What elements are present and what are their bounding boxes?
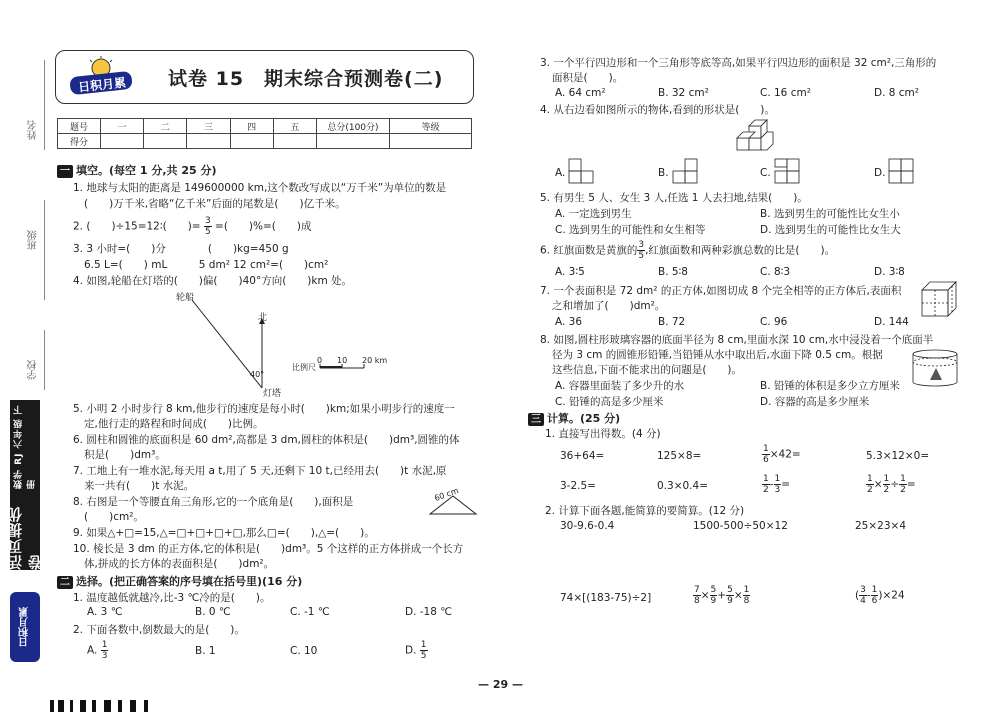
section-number: 二 — [57, 576, 73, 589]
section-title: 选择。(把正确答案的序号填在括号里)(16 分) — [76, 575, 303, 588]
book-series-band — [6, 400, 45, 570]
page-number: — 29 — — [478, 678, 523, 691]
score-cell: 等级 — [389, 119, 471, 134]
section-heading — [528, 410, 620, 426]
choice-option[interactable]: D. 8 cm² — [874, 87, 919, 99]
operator: × — [700, 589, 710, 602]
operator: )×24 — [878, 589, 905, 602]
calc-item: 36+64= — [560, 450, 605, 462]
question-text: 4. 如图,轮船在灯塔的( )偏( )40°方向( )km 处。 — [73, 275, 353, 287]
question-text: 2. 下面各数中,倒数最大的是( )。 — [73, 624, 245, 636]
choice-option[interactable]: D. 容器的高是多少厘米 — [760, 396, 870, 408]
cubes-figure — [735, 118, 775, 158]
page-title: 试卷 15 期末综合预测卷(二) — [168, 68, 444, 90]
choice-option[interactable]: A. 3∶5 — [555, 266, 585, 278]
choice-option[interactable]: B. 铅锤的体积是多少立方厘米 — [760, 380, 900, 392]
section-title: 计算。(25 分) — [547, 412, 621, 425]
fraction — [762, 444, 770, 465]
question-text: 之和增加了( )dm²。 — [552, 300, 666, 312]
choice-option[interactable]: D. — [874, 167, 886, 179]
denominator: 4 — [860, 596, 866, 606]
choice-option[interactable]: C. — [760, 167, 771, 179]
question-text: 1. 地球与太阳的距离是 149600000 km,这个数改写成以“万千米”为单位的数是 — [73, 182, 447, 194]
question-text: 10. 棱长是 3 dm 的正方体,它的体积是( )dm³。5 个这样的正方体拼成一个长方 — [73, 543, 464, 555]
choice-option[interactable]: D. -18 ℃ — [405, 606, 453, 618]
operator: × — [733, 589, 743, 602]
choice-option[interactable]: A. 一定选到男生 — [555, 208, 632, 220]
choice-option[interactable]: A. 36 — [555, 316, 583, 328]
fraction — [101, 640, 109, 661]
section-number: 一 — [57, 165, 73, 178]
score-cell: 三 — [187, 119, 230, 134]
score-input[interactable] — [187, 134, 230, 149]
spine-divider — [44, 60, 45, 150]
numerator: 1 — [871, 585, 878, 595]
score-table — [57, 118, 472, 149]
dimension-label: 60 cm — [433, 486, 460, 503]
question-text: 8. 如图,圆柱形玻璃容器的底面半径为 8 cm,里面水深 10 cm,水中浸没着一个底面半 — [540, 334, 934, 346]
calc-text: ×42= — [769, 448, 801, 461]
denominator: 9 — [710, 596, 717, 606]
calc-expression: 25×23×4 — [855, 520, 906, 532]
numerator: 5 — [710, 585, 717, 595]
choice-option[interactable]: A. — [555, 167, 566, 179]
denominator: 6 — [763, 455, 769, 465]
question-text: 6. 红旗面数是黄旗的 — [540, 244, 638, 257]
direction-figure — [170, 290, 400, 400]
choice-option[interactable]: A. 64 cm² — [555, 87, 606, 99]
score-cell: 得分 — [58, 134, 101, 149]
question-text: 6.5 L=( ) mL 5 dm² 12 cm²=( )cm² — [84, 259, 329, 271]
numerator: 1 — [900, 474, 906, 484]
question-text: 1. 温度越低就越冷,比-3 ℃冷的是( )。 — [73, 592, 271, 604]
choice-option[interactable] — [87, 640, 108, 661]
question-text: 面积是( )。 — [552, 72, 624, 84]
choice-option[interactable]: B. — [658, 167, 669, 179]
score-input[interactable] — [316, 134, 389, 149]
choice-option[interactable]: B. 0 ℃ — [195, 606, 231, 618]
denominator: 2 — [883, 485, 890, 495]
calc-item — [866, 474, 916, 495]
numerator: 1 — [867, 474, 873, 484]
angle-label: 40° — [250, 370, 265, 379]
fraction — [204, 216, 212, 237]
spine-divider — [44, 200, 45, 300]
choice-option[interactable]: B. 5∶8 — [658, 266, 688, 278]
fraction — [899, 474, 907, 495]
fraction — [743, 585, 751, 606]
question-text: 来一共有( )t 水泥。 — [84, 480, 195, 492]
section-heading — [57, 573, 302, 589]
section-heading — [57, 162, 217, 178]
fraction — [693, 585, 701, 606]
question-text: =( )%=( )成 — [215, 220, 312, 233]
scale-label: 比例尺 — [292, 363, 316, 372]
denominator: 2 — [867, 485, 873, 495]
question-text: ( )万千米,省略“亿千米”后面的尾数是( )亿千米。 — [84, 198, 346, 210]
question-text: 体,拼成的长方体的表面积是( )dm²。 — [84, 558, 275, 570]
choice-option[interactable]: C. 8∶3 — [760, 266, 791, 278]
score-header-row — [58, 119, 472, 134]
view-option-shape — [774, 158, 802, 186]
choice-option[interactable]: B. 72 — [658, 316, 686, 328]
denominator: 6 — [871, 596, 878, 606]
book-series: 活页提优卷 — [6, 506, 45, 570]
denominator: 2 — [900, 485, 906, 495]
calc-expression — [855, 585, 905, 606]
fraction — [420, 640, 428, 661]
question-text: ,红旗面数和两种彩旗总数的比是( )。 — [645, 244, 836, 257]
choice-option[interactable]: A. 3 ℃ — [87, 606, 123, 618]
numerator: 3 — [204, 216, 211, 226]
denominator: 5 — [638, 251, 645, 261]
score-cell: 五 — [273, 119, 316, 134]
operator: - — [769, 478, 774, 491]
scale-tick: 0 — [317, 356, 323, 365]
score-input[interactable] — [144, 134, 187, 149]
choice-option[interactable]: C. -1 ℃ — [290, 606, 330, 618]
score-cell: 题号 — [58, 119, 101, 134]
scale-tick: 20 km — [362, 356, 388, 365]
score-cell: 四 — [230, 119, 273, 134]
question-text: 4. 从右边看如图所示的物体,看到的形状是( )。 — [540, 104, 775, 116]
scale-tick: 10 — [337, 356, 348, 365]
calc-item: 3-2.5= — [560, 480, 596, 492]
section-title: 填空。(每空 1 分,共 25 分) — [76, 164, 217, 177]
class-label: 班级 — [28, 230, 39, 250]
fraction — [762, 474, 770, 495]
north-label: 北 — [258, 313, 268, 323]
calc-item — [762, 474, 790, 495]
numerator: 1 — [743, 585, 750, 595]
fraction — [866, 474, 874, 495]
choice-option[interactable]: D. 3∶8 — [874, 266, 905, 278]
section-number: 三 — [528, 413, 544, 426]
question-text: 5. 小明 2 小时步行 8 km,他步行的速度是每小时( )km;如果小明步行的速度一 — [73, 403, 455, 415]
numerator: 1 — [763, 474, 769, 484]
operator: ÷ — [890, 478, 900, 491]
choice-option[interactable]: C. 10 — [290, 645, 318, 657]
operator: + — [717, 589, 727, 602]
question-text: 7. 一个表面积是 72 dm² 的正方体,如图切成 8 个完全相等的正方体后,表面积 — [540, 285, 902, 297]
numerator: 5 — [727, 585, 733, 595]
choice-option[interactable]: C. 16 cm² — [760, 87, 811, 99]
question-text: 这些信息,下面不能求出的问题是( )。 — [552, 364, 743, 376]
numerator: 1 — [420, 640, 427, 650]
fraction — [859, 585, 867, 606]
subquestion-title: 2. 计算下面各题,能简算的要简算。(12 分) — [545, 505, 745, 517]
question-text: 3. 3 小时=( )分 ( )kg=450 g — [73, 243, 289, 255]
numerator: 1 — [774, 474, 781, 484]
lighthouse-label: 灯塔 — [263, 389, 282, 399]
numerator: 7 — [694, 585, 700, 595]
denominator: 8 — [743, 596, 750, 606]
denominator: 3 — [774, 485, 781, 495]
denominator: 2 — [763, 485, 769, 495]
book-subject: 数学 RJ 六年级 下册 — [14, 404, 37, 489]
brand-name: 日积月累 — [77, 75, 127, 95]
cylinder-container-figure — [910, 348, 960, 388]
view-option-shape — [888, 158, 916, 186]
operator: = — [781, 478, 791, 491]
denominator: 8 — [694, 596, 700, 606]
operator: × — [873, 478, 883, 491]
brand-logo — [66, 56, 136, 96]
question-text: 2. ( )÷15=12∶( )= — [73, 220, 201, 233]
numerator: 3 — [638, 240, 645, 250]
choice-option[interactable]: C. 96 — [760, 316, 788, 328]
choice-option[interactable]: D. 选到男生的可能性比女生大 — [760, 224, 901, 236]
calc-item: 125×8= — [657, 450, 702, 462]
choice-option[interactable]: B. 选到男生的可能性比女生小 — [760, 208, 900, 220]
question-text: 9. 如果△+□=15,△=□+□+□+□,那么□=( ),△=( )。 — [73, 527, 375, 539]
numerator: 1 — [763, 444, 769, 454]
name-label: 姓名 — [28, 120, 39, 140]
view-option-shape — [568, 158, 596, 186]
denominator: 3 — [101, 651, 108, 661]
brand-logo-small: 日积月累 — [10, 592, 40, 662]
choice-option[interactable]: C. 铅锤的高是多少厘米 — [555, 396, 664, 408]
question-text: 6. 圆柱和圆锥的底面积是 60 dm²,高都是 3 dm,圆柱的体积是( )dm³,圆锥的体 — [73, 434, 460, 446]
calc-expression — [693, 585, 750, 606]
question-6 — [540, 240, 835, 261]
operator: ( — [855, 589, 860, 602]
score-input[interactable] — [389, 134, 471, 149]
question-text: 8. 右图是一个等腰直角三角形,它的一个底角是( ),面积是 — [73, 496, 354, 508]
triangle-figure — [428, 486, 478, 516]
denominator: 9 — [727, 596, 733, 606]
ship-label: 轮船 — [176, 293, 195, 303]
score-value-row — [58, 134, 472, 149]
question-text: 定,他行走的路程和时间成( )比例。 — [84, 418, 264, 430]
denominator: 5 — [204, 227, 211, 237]
score-input[interactable] — [101, 134, 144, 149]
fraction — [726, 585, 734, 606]
question-text: 径为 3 cm 的圆锥形铅锤,当铅锤从水中取出后,水面下降 0.5 cm。根据 — [552, 349, 883, 361]
fraction — [637, 240, 645, 261]
numerator: 1 — [883, 474, 890, 484]
question-text: 7. 工地上有一堆水泥,每天用 a t,用了 5 天,还剩下 10 t,已经用去( )t 水泥,原 — [73, 465, 447, 477]
question-text: 3. 一个平行四边形和一个三角形等底等高,如果平行四边形的面积是 32 cm²,三角形的 — [540, 57, 937, 69]
option-label: A. — [87, 644, 98, 657]
choice-option[interactable]: D. 144 — [874, 316, 909, 328]
operator: = — [906, 478, 916, 491]
option-label: D. — [405, 644, 417, 657]
calc-item — [762, 444, 801, 465]
choice-option[interactable]: A. 容器里面装了多少升的水 — [555, 380, 685, 392]
denominator: 5 — [420, 651, 427, 661]
school-label: 学校 — [28, 360, 39, 380]
score-cell: 总分(100分) — [316, 119, 389, 134]
subquestion-title: 1. 直接写出得数。(4 分) — [545, 428, 661, 440]
view-option-shape — [672, 158, 700, 186]
choice-option[interactable] — [405, 640, 428, 661]
calc-expression: 30-9.6-0.4 — [560, 520, 615, 532]
question-text: 积是( )dm³。 — [84, 449, 166, 461]
barcode-strip — [50, 696, 170, 712]
spine-divider — [44, 330, 45, 390]
question-text: ( )cm²。 — [84, 511, 144, 523]
calc-item: 5.3×12×0= — [866, 450, 930, 462]
calc-expression: 1500-500÷50×12 — [693, 520, 788, 532]
score-cell: 一 — [101, 119, 144, 134]
choice-option[interactable]: B. 1 — [195, 645, 216, 657]
choice-option[interactable]: C. 选到男生的可能性和女生相等 — [555, 224, 706, 236]
cube-cut-figure — [920, 280, 960, 320]
score-input[interactable] — [230, 134, 273, 149]
calc-expression: 74×[(183-75)÷2] — [560, 592, 652, 604]
numerator: 1 — [101, 640, 108, 650]
question-2 — [73, 216, 311, 237]
score-input[interactable] — [273, 134, 316, 149]
choice-option[interactable]: B. 32 cm² — [658, 87, 709, 99]
calc-item: 0.3×0.4= — [657, 480, 708, 492]
question-text: 5. 有男生 5 人、女生 3 人,任选 1 人去扫地,结果( )。 — [540, 192, 808, 204]
score-cell: 二 — [144, 119, 187, 134]
operator: - — [866, 589, 871, 602]
numerator: 3 — [860, 585, 866, 595]
